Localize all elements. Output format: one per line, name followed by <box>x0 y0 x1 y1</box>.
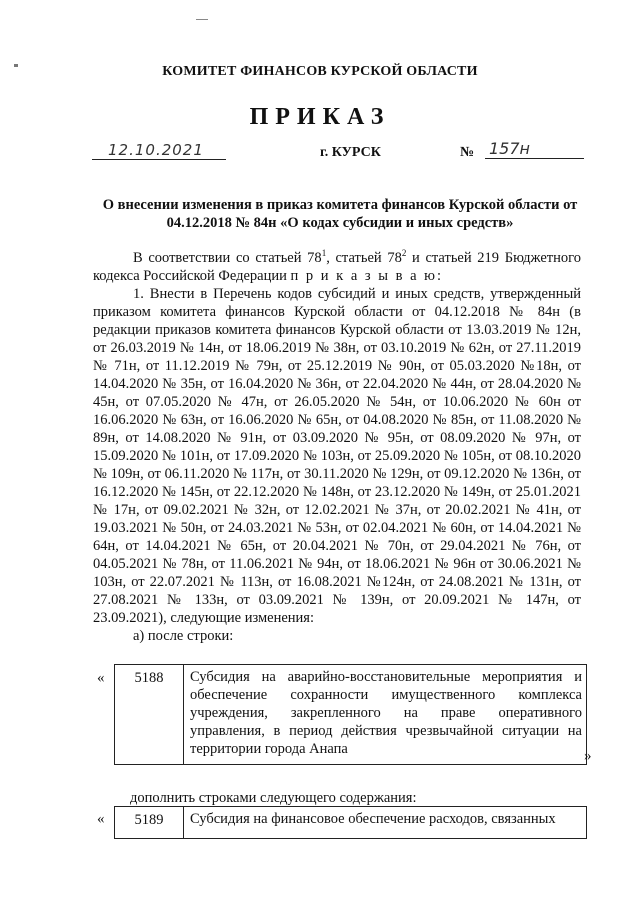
number-label: № <box>460 145 475 160</box>
open-quote: « <box>97 811 105 827</box>
preamble <box>93 244 581 285</box>
table-row <box>115 665 587 765</box>
code-cell: 5189 <box>115 807 184 839</box>
organization-title: КОМИТЕТ ФИНАНСОВ КУРСКОЙ ОБЛАСТИ <box>162 64 478 79</box>
description-cell: Субсидия на финансовое обеспечение расходов, связанных <box>184 807 587 839</box>
handwritten-date: 12.10.2021 <box>92 141 226 160</box>
add-rows-label: дополнить строками следующего содержания: <box>130 790 417 806</box>
code-table-new <box>114 806 587 839</box>
order-word: п р и к а з ы в а ю: <box>290 267 443 284</box>
document-type: ПРИКАЗ <box>249 104 391 130</box>
code-cell: 5188 <box>115 665 184 765</box>
order-body <box>93 244 581 645</box>
table-row <box>115 807 587 839</box>
preamble-text: и статьей 219 Бюджетного кодекса Российской Федерации <box>93 249 581 284</box>
date-number-line <box>90 139 590 169</box>
sub-item-a: а) после строки: <box>133 627 234 644</box>
code-table-existing <box>114 664 587 765</box>
handwritten-number: 157н <box>485 139 584 159</box>
item-1: 1. Внести в Перечень кодов субсидий и иных средств, утвержденный приказом комитета финансов Курской области от 04.12.2018 № 84н (в редакции приказов комитета финансов Курской области от 13.03.2019 № 12н, от 26.03.2019 № 14н, от 18.06.2019 № 38н, от 03.10.2019 № 62н, от 27.11.2019 № 71н, от 11.12.2019 № 79н, от 25.12.2019 № 90н, от 05.03.2020 №18н, от 14.04.2020 № 35н, от 16.04.2020 № 36н, от 22.04.2020 № 44н, от 28.04.2020 № 45н, от 07.05.2020 № 47н, от 26.05.2020 № 54н, от 10.06.2020 № 60н от 16.06.2020 № 63н, от 16.06.2020 № 65н, от 04.08.2020 № 85н, от 11.08.2020 № 89н, от 14.08.2020 № 91н, от 03.09.2020 № 95н, от 08.09.2020 № 97н, от 15.09.2020 № 101н, от 17.09.2020 № 103н, от 25.09.2020 № 105н, от 08.10.2020 № 109н, от 06.11.2020 № 117н, от 30.11.2020 № 129н, от 09.12.2020 № 136н, от 16.12.2020 № 145н, от 22.12.2020 № 148н, от 23.12.2020 № 149н, от 25.01.2021 № 17н, от 09.02.2021 № 32н, от 12.02.2021 № 37н, от 20.02.2021 № 41н, от 19.03.2021 № 50н, от 24.03.2021 № 53н, от 02.04.2021 № 60н, от 14.04.2021 № 64н, от 14.04.2021 № 65н, от 20.04.2021 № 70н, от 29.04.2021 № 76н, от 04.05.2021 № 78н, от 11.06.2021 № 94н, от 18.06.2021 № 96н от 30.06.2021 № 103н, от 22.07.2021 № 113н, от 16.08.2021 №124н, от 24.08.2021 № 131н, от 27.08.2021 № 133н, от 03.09.2021 № 139н, от 20.09.2021 № 147н, от 23.09.2021), следующие изменения: <box>93 285 581 626</box>
open-quote: « <box>97 670 105 686</box>
city: г. КУРСК <box>320 145 381 160</box>
superscript: 1 <box>321 248 327 258</box>
close-quote: » <box>584 748 592 764</box>
order-subject: О внесении изменения в приказ комитета финансов Курской области от 04.12.2018 № 84н «О кодах субсидии и иных средств» <box>102 197 578 231</box>
preamble-text: , статьей 78 <box>326 249 402 266</box>
scan-mark <box>196 19 208 20</box>
superscript: 2 <box>401 248 407 258</box>
preamble-text: В соответствии со статьей 78 <box>133 249 322 266</box>
description-cell: Субсидия на аварийно-восстановительные мероприятия и обеспечение сохранности имущественного комплекса учреждения, закрепленного на праве оперативного управления, в период действия чрезвычайной ситуации на территории города Анапа <box>184 665 587 765</box>
